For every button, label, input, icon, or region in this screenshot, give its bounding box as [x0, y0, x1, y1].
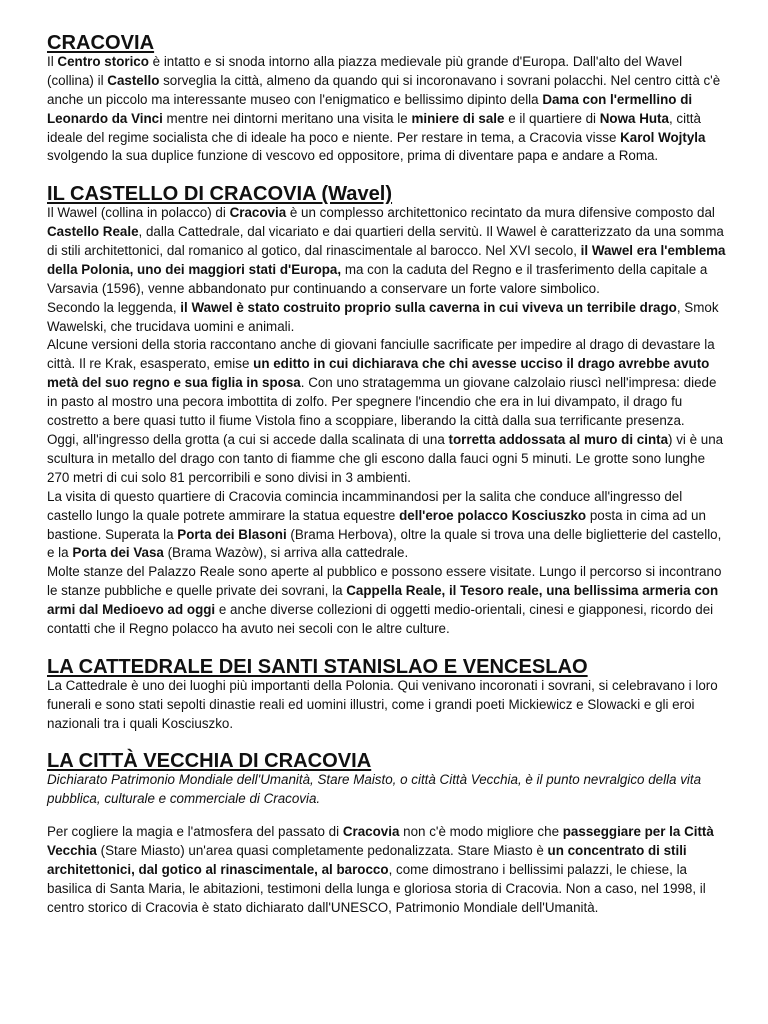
section-heading: CRACOVIA: [47, 32, 155, 54]
text-run: mentre nei dintorni meritano una visita le: [162, 110, 412, 126]
section-cracovia: [47, 34, 727, 166]
text-run: , come dimostrano i bellissimi palazzi, le chiese, la basilica di Santa Maria, le abitazioni, testimoni della lunga e gloriosa storia di Cracovia. Non a caso, nel 1998, il centro storico di Cracovia è stato dichiarato dall'UNESCO, Patrimonio Mondiale dell'Umanità.: [47, 861, 706, 915]
section-citta-vecchia: [47, 752, 727, 917]
text-run: , Smok Wawelski, che trucidava uomini e animali.: [47, 299, 719, 334]
bold-text: Cracovia: [342, 824, 400, 840]
text-run: Secondo la leggenda,: [47, 299, 181, 315]
paragraph: [47, 336, 727, 431]
bold-text: Porta dei Blasoni: [177, 526, 287, 542]
text-run: Molte stanze del Palazzo Reale sono aperte al pubblico e possono essere visitate. Lungo il percorso si incontrano le stanze pubbliche e quelle private dei sovrani, la: [47, 564, 722, 599]
text-run: e il quartiere di: [504, 110, 600, 126]
bold-text: passeggiare per la Città Vecchia: [47, 824, 714, 859]
bold-text: un editto in cui dichiarava che chi avesse ucciso il drago avrebbe avuto metà del suo regno e sua figlia in sposa: [47, 356, 710, 391]
bold-text: Karol Wojtyla: [620, 129, 706, 145]
text-run: La Cattedrale è uno dei luoghi più importanti della Polonia. Qui venivano incoronati i sovrani, si celebravano i loro funerali e sono stati sepolti dinastie reali ed uomini illustri, come i grandi poeti Mickiewicz e Slowacki e gli eroi nazionali tra i quali Kosciuszko.: [47, 677, 718, 731]
text-run: e anche diverse collezioni di oggetti medio-orientali, cinesi e giapponesi, ricordo dei contatti che il Regno polacco ha avuto nei secoli con le altre culture.: [47, 602, 714, 637]
bold-text: Castello Reale: [47, 224, 139, 240]
section-heading: IL CASTELLO DI CRACOVIA (Wavel): [47, 183, 393, 206]
text-run: non c'è modo migliore che: [399, 824, 563, 840]
text-run: sorveglia la città, almeno da quando qui si incoronavano i sovrani polacchi. Nel centro città c'è anche un piccolo ma interessante museo con l'enigmatico e bellissimo dipinto della: [47, 72, 721, 107]
bold-text: un concentrato di stili architettonici, dal gotico al rinascimentale, al barocco: [47, 843, 687, 877]
text-run: ) vi è una scultura in metallo del drago con tanto di fiamme che gli escono dalla fauci ogni 5 minuti. Le grotte sono lunghe 270 metri di cui solo 81 percorribili e sono divisi in 3 ambienti.: [47, 432, 724, 485]
text-run: (Brama Wazòw), si arriva alla cattedrale.: [163, 545, 409, 561]
text-run: posta in cima ad un bastione. Superata la: [47, 507, 706, 542]
text-run: (Stare Miasto) un'area quasi completamente pedonalizzata. Stare Miasto è: [96, 843, 548, 859]
spacer: [47, 809, 727, 823]
bold-text: Cappella Reale, il Tesoro reale, una bellissima armeria con armi dal Medioevo ad oggi: [47, 583, 719, 618]
bold-text: dell'eroe polacco Kosciuszko: [399, 507, 587, 523]
bold-text: Castello: [107, 72, 160, 88]
section-cattedrale: [47, 655, 727, 734]
paragraph: [47, 299, 727, 337]
paragraph: [47, 771, 727, 809]
bold-text: miniere di sale: [411, 110, 505, 126]
paragraph: [47, 204, 727, 299]
italic-text: Dichiarato Patrimonio Mondiale dell'Umanità, Stare Maisto, o città Città Vecchia, è il punto nevralgico della vita pubblica, culturale e commerciale di Cracovia.: [47, 772, 702, 807]
text-run: Il: [47, 53, 58, 69]
section-heading: LA CATTEDRALE DEI SANTI STANISLAO E VENCESLAO: [47, 655, 588, 678]
section-heading: LA CITTÀ VECCHIA DI CRACOVIA: [47, 750, 372, 773]
text-run: è intatto e si snoda intorno alla piazza medievale più grande d'Europa. Dall'alto del Wavel (collina) il: [47, 53, 683, 88]
text-run: svolgendo la sua duplice funzione di vescovo ed oppositore, prima di diventare papa e andare a Roma.: [47, 148, 659, 164]
text-run: è un complesso architettonico recintato da mura difensive composto dal: [286, 205, 715, 221]
bold-text: Dama con l'ermellino di Leonardo da Vinci: [47, 91, 693, 126]
paragraph: [47, 488, 727, 564]
document-page: [47, 34, 727, 918]
bold-text: il Wawel era l'emblema della Polonia, uno dei maggiori stati d'Europa,: [47, 242, 726, 277]
section-castello: [47, 185, 727, 639]
paragraph: [47, 53, 727, 166]
text-run: . Con uno stratagemma un giovane calzolaio riuscì nell'impresa: diede in pasto al mostro una pecora imbottita di zolfo. Per spegnere l'incendio che era in lui divampato, il drago fu costretto a bere quasi tutto il fiume Vistola fino a scoppiare, liberando la città dalla sua terrificante presenza.: [47, 375, 717, 429]
bold-text: Nowa Huta: [599, 110, 669, 126]
text-run: ma con la caduta del Regno e il trasferimento della capitale a Varsavia (1596), venne abbandonato pur continuando a conservare un forte valore simbolico.: [47, 261, 708, 296]
paragraph: [47, 563, 727, 639]
bold-text: torretta addossata al muro di cinta: [448, 432, 669, 448]
bold-text: il Wawel è stato costruito proprio sulla caverna in cui viveva un terribile drago: [180, 299, 677, 315]
paragraph: [47, 823, 727, 918]
bold-text: Cracovia: [229, 205, 287, 221]
text-run: Il Wawel (collina in polacco) di: [47, 205, 230, 221]
text-run: Per cogliere la magia e l'atmosfera del passato di: [47, 824, 343, 840]
text-run: , città ideale del regime socialista che di ideale ha poco e niente. Per restare in tema, a Cracovia visse: [47, 110, 701, 145]
text-run: Oggi, all'ingresso della grotta (a cui si accede dalla scalinata di una: [47, 432, 449, 448]
paragraph: [47, 431, 727, 488]
text-run: (Brama Herbova), oltre la quale si trova una delle biglietterie del castello, e la: [47, 526, 722, 561]
bold-text: Centro storico: [57, 53, 149, 69]
paragraph: [47, 677, 727, 734]
text-run: La visita di questo quartiere di Cracovia comincia incamminandosi per la salita che conduce all'ingresso del castello lungo la quale potrete ammirare la statua equestre: [47, 488, 683, 523]
bold-text: Porta dei Vasa: [72, 545, 164, 561]
text-run: Alcune versioni della storia raccontano anche di giovani fanciulle sacrificate per impedire al drago di devastare la città. Il re Krak, esasperato, emise: [47, 337, 715, 372]
text-run: , dalla Cattedrale, dal vicariato e dai quartieri della servitù. Il Wawel è caratterizzato da una somma di stili architettonici, dal romanico al gotico, dal rinascimentale al barocco. Nel XVI secolo,: [47, 224, 724, 258]
